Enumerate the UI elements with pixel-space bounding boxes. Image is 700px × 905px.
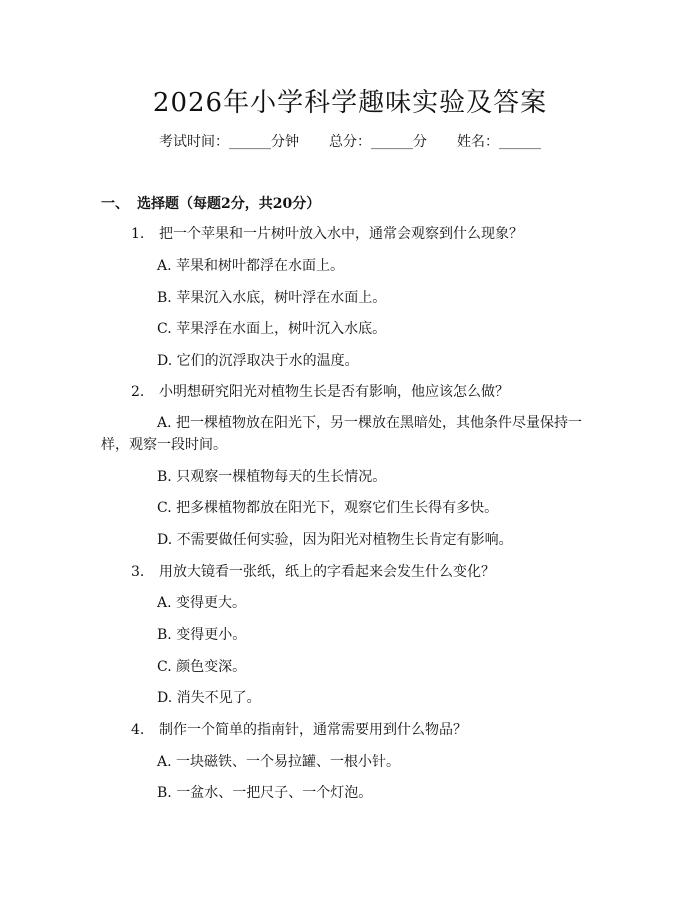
section-label: 选择题（每题2分，共20分）	[137, 196, 321, 212]
question-1-option-a: A. 苹果和树叶都浮在水面上。	[157, 258, 345, 274]
total-score-field: 总分：______分	[329, 134, 427, 150]
exam-time-field: 考试时间：______分钟	[159, 134, 299, 150]
section-header	[101, 193, 320, 213]
question-2	[131, 382, 509, 402]
question-3-option-d: D. 消失不见了。	[157, 690, 261, 706]
question-1-option-c: C. 苹果浮在水面上，树叶沉入水底。	[157, 321, 387, 337]
question-2-option-b: B. 只观察一棵植物每天的生长情况。	[157, 469, 387, 485]
question-1	[131, 224, 523, 244]
page-title: 2026年小学科学趣味实验及答案	[152, 88, 548, 118]
question-4-option-b: B. 一盆水、一把尺子、一个灯泡。	[157, 785, 373, 801]
question-3-option-a: A. 变得更大。	[157, 595, 247, 611]
question-3	[131, 562, 495, 582]
section-number: 一、	[101, 196, 129, 212]
question-4	[131, 720, 467, 740]
question-number: 4.	[131, 722, 145, 738]
question-text: 用放大镜看一张纸，纸上的字看起来会发生什么变化？	[159, 564, 495, 580]
question-2-option-d: D. 不需要做任何实验，因为阳光对植物生长肯定有影响。	[157, 532, 513, 548]
question-3-option-b: B. 变得更小。	[157, 627, 247, 643]
exam-info	[0, 131, 700, 151]
question-text: 把一个苹果和一片树叶放入水中，通常会观察到什么现象？	[159, 226, 523, 242]
question-2-option-c: C. 把多棵植物都放在阳光下，观察它们生长得有多快。	[157, 500, 499, 516]
student-name-field: 姓名：______	[457, 134, 541, 150]
question-2-option-a: A. 把一棵植物放在阳光下，另一棵放在黑暗处，其他条件尽量保持一样，观察一段时间。	[101, 415, 583, 453]
question-text: 小明想研究阳光对植物生长是否有影响，他应该怎么做？	[159, 384, 509, 400]
question-3-option-c: C. 颜色变深。	[157, 659, 247, 675]
question-4-option-a: A. 一块磁铁、一个易拉罐、一根小针。	[157, 754, 401, 770]
question-number: 1.	[131, 226, 145, 242]
question-text: 制作一个简单的指南针，通常需要用到什么物品？	[159, 722, 467, 738]
question-number: 2.	[131, 384, 145, 400]
question-1-option-d: D. 它们的沉浮取决于水的温度。	[157, 353, 359, 369]
question-number: 3.	[131, 564, 145, 580]
question-1-option-b: B. 苹果沉入水底，树叶浮在水面上。	[157, 290, 387, 306]
